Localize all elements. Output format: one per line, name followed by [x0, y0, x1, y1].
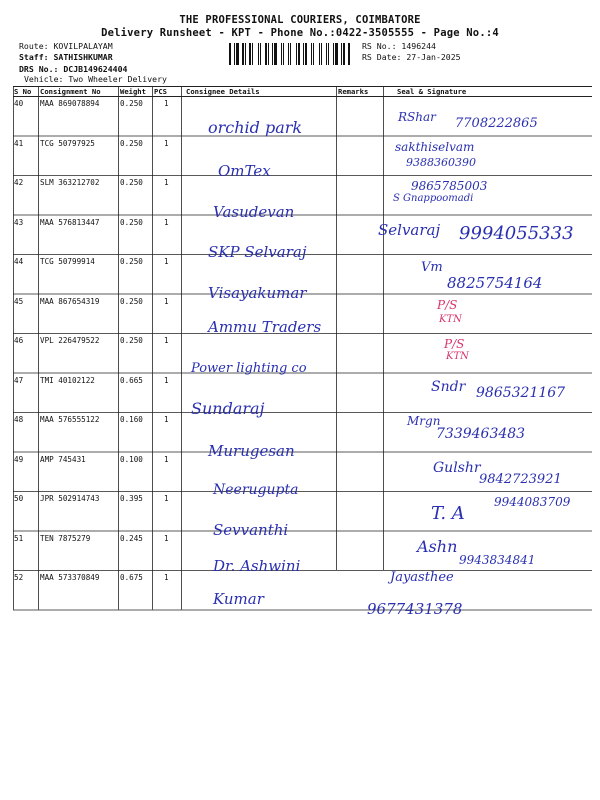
- signature-phone: 9388360390: [406, 155, 476, 169]
- consignee-handwriting: SKP Selvaraj: [208, 242, 307, 261]
- sno-cell: 52: [14, 573, 24, 582]
- consignment-cell: MAA 869078894: [40, 99, 100, 108]
- drs-label: DRS No.: DCJB149624404: [19, 64, 128, 74]
- table-header: [13, 86, 592, 96]
- signature: Vm: [421, 260, 443, 275]
- consignment-cell: MAA 576555122: [40, 415, 100, 424]
- weight-cell: 0.250: [120, 336, 143, 345]
- signature: Sndr: [431, 378, 466, 395]
- signature: P/S: [444, 337, 465, 351]
- weight-cell: 0.395: [120, 494, 143, 503]
- pcs-cell: 1: [164, 138, 169, 148]
- consignment-cell: VPL 226479522: [40, 336, 100, 345]
- signature-phone: 9842723921: [479, 471, 562, 487]
- consignee-handwriting: Sevvanthi: [213, 521, 289, 539]
- signature-phone: 9677431378: [367, 600, 463, 618]
- weight-cell: 0.250: [120, 99, 143, 108]
- weight-cell: 0.160: [120, 415, 143, 424]
- header-seal: Seal & Signature: [397, 87, 467, 96]
- weight-cell: 0.250: [120, 257, 143, 266]
- pcs-cell: 1: [164, 494, 169, 503]
- pcs-cell: 1: [164, 178, 169, 187]
- consignee-handwriting: Neerugupta: [213, 481, 299, 498]
- consignee-handwriting: Dr. Ashwini: [213, 556, 301, 575]
- signature: 9865785003: [411, 179, 488, 193]
- staff-label: Staff: SATHISHKUMAR: [19, 52, 113, 62]
- table-row: [13, 175, 592, 221]
- table-row: [13, 570, 592, 618]
- signature-phone: 9994055333: [459, 222, 574, 244]
- consignee-handwriting: Kumar: [213, 590, 264, 608]
- pcs-cell: 1: [164, 257, 169, 266]
- signature: RShar: [398, 110, 436, 124]
- sno-cell: 42: [14, 178, 24, 187]
- header-remarks: Remarks: [338, 87, 369, 96]
- sno-cell: 48: [14, 415, 24, 424]
- sno-cell: 49: [14, 454, 24, 464]
- pcs-cell: 1: [164, 296, 169, 306]
- pcs-cell: 1: [164, 573, 169, 582]
- consignee-handwriting: Vasudevan: [213, 203, 295, 221]
- signature-phone: 8825754164: [447, 274, 543, 292]
- consignment-cell: SLM 363212702: [40, 178, 100, 187]
- signature-phone: KTN: [439, 313, 462, 325]
- consignment-cell: TCG 50797925: [40, 138, 95, 148]
- header-weight: Weight: [120, 87, 146, 96]
- consignment-cell: MAA 576813447: [40, 217, 100, 227]
- company-title: THE PROFESSIONAL COURIERS, COIMBATORE: [179, 14, 421, 26]
- pcs-cell: 1: [164, 336, 169, 345]
- sno-cell: 43: [14, 217, 24, 227]
- table-row: [13, 373, 592, 418]
- signature-phone: 9865321167: [476, 384, 566, 401]
- consignee-handwriting: Power lighting co: [191, 361, 307, 376]
- weight-cell: 0.250: [120, 296, 143, 306]
- pcs-cell: 1: [164, 99, 169, 108]
- signature: Jayasthee: [390, 570, 454, 585]
- consignee-handwriting: Sundaraj: [191, 398, 265, 418]
- signature: Mrgn: [407, 414, 441, 428]
- weight-cell: 0.250: [120, 217, 143, 227]
- signature: P/S: [437, 297, 458, 312]
- sno-cell: 47: [14, 375, 24, 385]
- table-row: [13, 294, 592, 334]
- barcode: [229, 43, 354, 65]
- pcs-cell: 1: [164, 533, 169, 543]
- sno-cell: 45: [14, 296, 24, 306]
- consignee-handwriting: orchid park: [208, 118, 303, 137]
- weight-cell: 0.250: [120, 138, 143, 148]
- signature: Ashn: [417, 536, 458, 556]
- weight-cell: 0.100: [120, 454, 143, 464]
- pcs-cell: 1: [164, 217, 169, 227]
- consignee-handwriting: Ammu Traders: [208, 317, 322, 336]
- signature-phone: 7339463483: [436, 426, 526, 442]
- table-row: [13, 333, 592, 376]
- rs-date: RS Date: 27-Jan-2025: [362, 52, 461, 62]
- weight-cell: 0.250: [120, 178, 143, 187]
- table-row: [13, 531, 592, 575]
- consignee-handwriting: Visayakumar: [208, 284, 307, 302]
- sno-cell: 44: [14, 257, 24, 266]
- route-label: Route: KOVILPALAYAM: [19, 41, 113, 51]
- table-row: [13, 452, 592, 498]
- consignment-cell: MAA 867654319: [40, 296, 100, 306]
- consignment-cell: MAA 573370849: [40, 573, 100, 582]
- consignment-cell: TEN 7875279: [40, 533, 91, 543]
- sno-cell: 51: [14, 533, 24, 543]
- signature: Gulshr: [433, 459, 481, 476]
- consignment-cell: TCG 50799914: [40, 257, 95, 266]
- header-sno: S No: [14, 87, 32, 96]
- consignee-handwriting: OmTex: [218, 161, 271, 180]
- consignment-cell: TMI 40102122: [40, 375, 95, 385]
- pcs-cell: 1: [164, 375, 169, 385]
- weight-cell: 0.245: [120, 533, 143, 543]
- runsheet-title: Delivery Runsheet - KPT - Phone No.:0422-3505555 - Page No.:4: [101, 27, 499, 39]
- consignee-handwriting: Murugesan: [208, 442, 295, 460]
- table-row: [13, 136, 592, 180]
- header-consignment: Consignment No: [40, 87, 101, 96]
- signature: sakthiselvam: [395, 139, 475, 154]
- vehicle-label: Vehicle: Two Wheeler Delivery: [24, 74, 167, 84]
- consignment-cell: AMP 745431: [40, 454, 86, 464]
- sno-cell: 41: [14, 138, 24, 148]
- table-row: [13, 215, 592, 261]
- signature: T. A: [431, 503, 465, 524]
- weight-cell: 0.675: [120, 573, 143, 582]
- pcs-cell: 1: [164, 415, 169, 424]
- header-pcs: PCS: [154, 87, 167, 96]
- sno-cell: 46: [14, 336, 24, 345]
- pcs-cell: 1: [164, 454, 169, 464]
- table-row: [13, 96, 592, 136]
- signature: Selvaraj: [378, 220, 441, 239]
- consignment-cell: JPR 502914743: [40, 494, 100, 503]
- sno-cell: 40: [14, 99, 24, 108]
- signature-phone: 9943834841: [459, 552, 536, 567]
- signature-phone: S Gnappoomadi: [393, 193, 474, 204]
- signature-phone: KTN: [446, 351, 469, 362]
- signature-phone: 9944083709: [494, 495, 571, 509]
- signature-phone: 7708222865: [455, 116, 538, 131]
- rs-number: RS No.: 1496244: [362, 41, 436, 51]
- header-consignee: Consignee Details: [186, 87, 260, 96]
- sno-cell: 50: [14, 494, 24, 503]
- weight-cell: 0.665: [120, 375, 143, 385]
